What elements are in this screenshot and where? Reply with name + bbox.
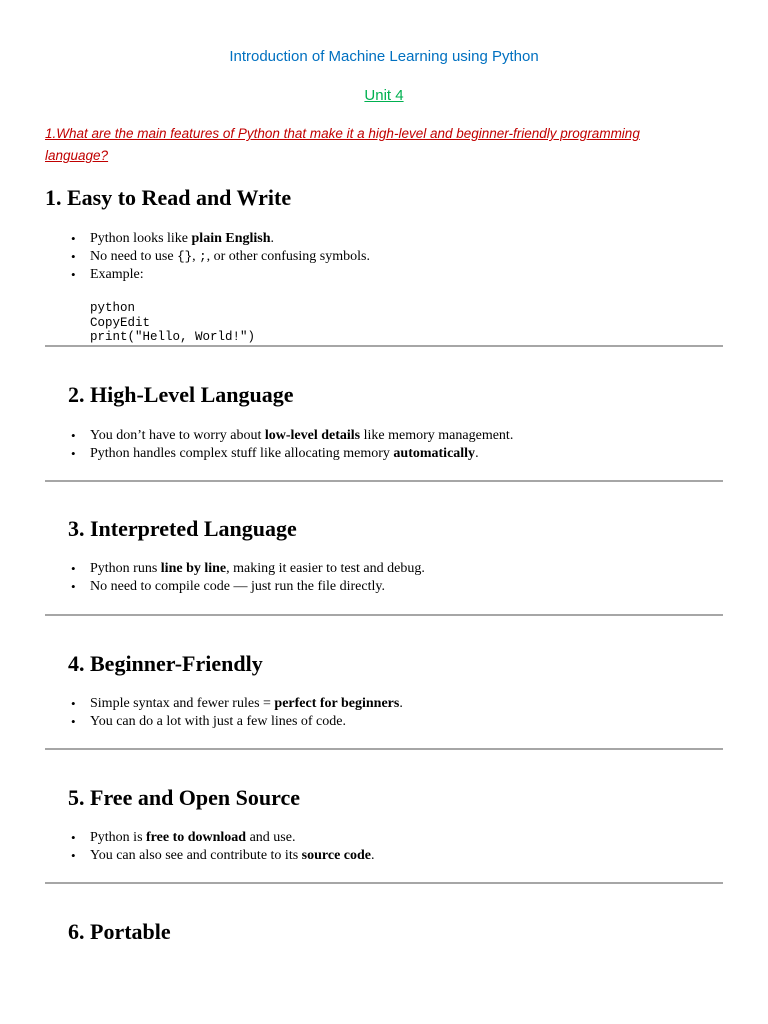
bullet-text: , or other confusing symbols. xyxy=(206,249,370,264)
section-divider xyxy=(45,614,723,616)
bullet-text: Python runs xyxy=(90,561,161,576)
bullet-text: Python handles complex stuff like allocating memory xyxy=(90,446,394,461)
inline-code: ; xyxy=(199,250,207,264)
section-5-list xyxy=(66,829,375,865)
copy-edit-label[interactable]: CopyEdit xyxy=(90,315,151,330)
section-2-list xyxy=(66,427,513,463)
section-6-heading: 6. Portable xyxy=(68,919,171,944)
list-item xyxy=(66,829,375,847)
bullet-text: . xyxy=(475,446,479,461)
bullet-text: Python looks like xyxy=(90,231,192,246)
bullet-text: You can do a lot with just a few lines of code. xyxy=(90,714,346,729)
list-item xyxy=(66,578,425,596)
bullet-text: . xyxy=(270,231,275,246)
question-text: 1.What are the main features of Python that make it a high-level and beginner-friendly programming language? xyxy=(45,126,640,163)
section-2-heading: 2. High-Level Language xyxy=(68,382,294,407)
bullet-bold: perfect for beginners xyxy=(274,696,400,711)
unit-label: Unit 4 xyxy=(364,87,404,104)
section-5-heading: 5. Free and Open Source xyxy=(68,785,301,810)
list-item xyxy=(66,248,370,266)
list-item xyxy=(66,713,403,731)
bullet-text: No need to compile code — just run the file directly. xyxy=(90,579,385,594)
section-divider xyxy=(45,882,723,884)
document-title: Introduction of Machine Learning using Python xyxy=(229,48,539,65)
section-4-list xyxy=(66,695,403,731)
section-divider xyxy=(45,748,723,750)
bullet-text: No need to use xyxy=(90,249,178,264)
bullet-text: . xyxy=(371,848,375,863)
section-1-heading: 1. Easy to Read and Write xyxy=(45,185,292,210)
code-line: print("Hello, World!") xyxy=(90,330,256,344)
list-item xyxy=(66,847,375,865)
list-item xyxy=(66,560,425,578)
section-3-heading: 3. Interpreted Language xyxy=(68,516,297,541)
bullet-bold: plain English xyxy=(191,231,271,246)
code-language-label: python xyxy=(90,301,136,315)
list-item xyxy=(66,695,403,713)
bullet-text: . xyxy=(399,696,403,711)
section-1-list xyxy=(66,230,370,284)
bullet-bold: low-level details xyxy=(264,428,361,443)
bullet-text: like memory management. xyxy=(360,428,514,443)
bullet-text: You can also see and contribute to its xyxy=(90,848,302,863)
list-item xyxy=(66,230,370,248)
section-divider xyxy=(45,345,723,347)
inline-code: {} xyxy=(177,250,193,264)
code-block xyxy=(90,301,255,345)
bullet-text: Simple syntax and fewer rules = xyxy=(90,696,275,711)
bullet-text: , making it easier to test and debug. xyxy=(226,561,425,576)
bullet-text: You don’t have to worry about xyxy=(90,428,265,443)
bullet-text: Python is xyxy=(90,830,147,845)
list-item xyxy=(66,427,513,445)
bullet-bold: automatically xyxy=(393,446,476,461)
bullet-bold: line by line xyxy=(160,561,227,576)
section-divider xyxy=(45,480,723,482)
bullet-text: , xyxy=(192,249,200,264)
list-item xyxy=(66,266,370,284)
section-3-list xyxy=(66,560,425,596)
bullet-text: Example: xyxy=(90,267,144,282)
bullet-bold: source code xyxy=(301,848,371,863)
list-item xyxy=(66,445,513,463)
bullet-bold: free to download xyxy=(146,830,247,845)
bullet-text: and use. xyxy=(246,830,296,845)
section-4-heading: 4. Beginner-Friendly xyxy=(68,651,263,676)
